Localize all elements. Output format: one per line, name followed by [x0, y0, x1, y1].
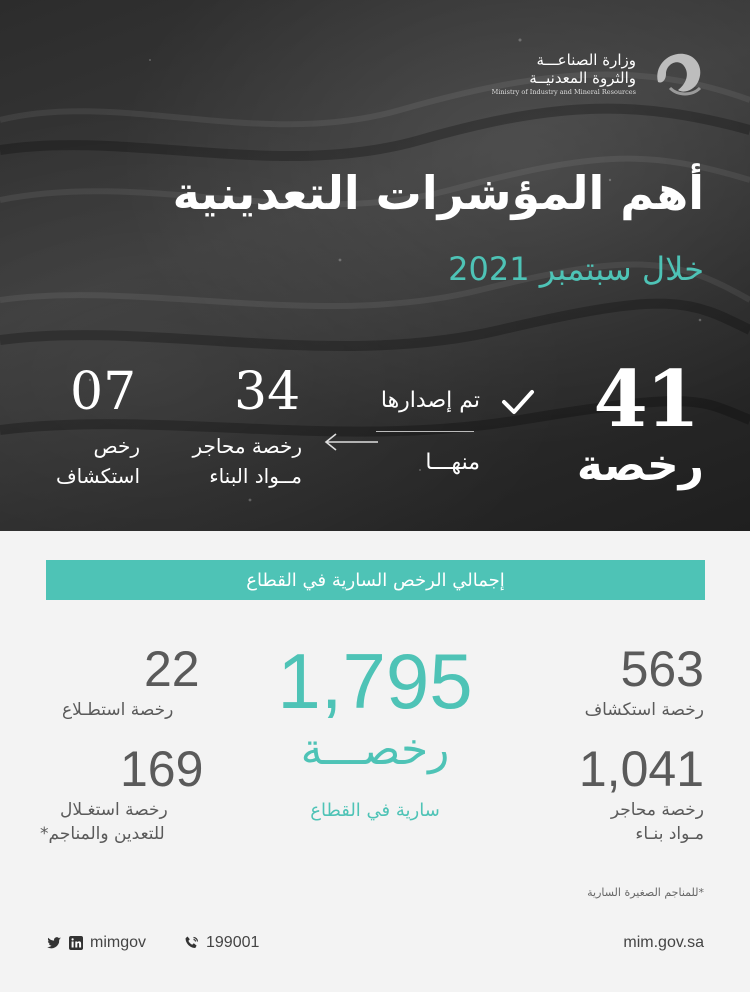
stat-exploitation-label: رخصة استغـلال	[60, 800, 168, 820]
social-handle[interactable]: mimgov	[90, 934, 147, 951]
ministry-name	[492, 51, 636, 97]
phone-contact[interactable]	[184, 934, 259, 952]
sector-banner-text: إجمالي الرخص السارية في القطاع	[246, 569, 505, 591]
phone-number[interactable]: 199001	[206, 934, 260, 951]
total-licenses-subtitle: سارية في القطاع	[310, 800, 440, 821]
phone-icon	[184, 935, 200, 951]
stat-reconnaissance-label: رخصة استطـلاع	[62, 700, 174, 720]
quarry-licenses-label-line2: مــواد البناء	[209, 464, 302, 488]
exploration-licenses-count: 07	[70, 362, 137, 422]
ministry-logo	[492, 44, 708, 104]
linkedin-icon[interactable]	[68, 935, 84, 951]
issued-unit: رخصة	[576, 440, 704, 491]
sector-banner	[46, 560, 705, 600]
page-subtitle: خلال سبتمبر 2021	[448, 250, 704, 288]
total-licenses-count: 1,795	[277, 637, 473, 725]
divider	[376, 431, 474, 432]
stat-exploitation-value: 169	[120, 741, 204, 797]
exploration-licenses-label-line2: استكشاف	[55, 464, 140, 488]
issued-count: 41	[593, 354, 698, 445]
ministry-name-ar-line1: وزارة الصناعـــة	[536, 51, 636, 69]
stat-quarry-label-line2: مـواد بنـاء	[635, 824, 704, 844]
stat-reconnaissance-value: 22	[144, 641, 200, 697]
ministry-name-en: Ministry of Industry and Mineral Resources	[491, 88, 636, 96]
quarry-licenses-label: رخصة محاجر	[192, 434, 302, 458]
website-url[interactable]: mim.gov.sa	[623, 934, 704, 951]
issued-label: تم إصدارها	[380, 388, 480, 413]
stat-exploration-label: رخصة استكشاف	[584, 700, 704, 720]
ministry-name-ar-line2: والثروة المعدنيــة	[529, 69, 636, 87]
stat-quarry-value: 1,041	[578, 741, 704, 797]
social-links[interactable]	[46, 934, 146, 952]
page-title: أهم المؤشرات التعدينية	[172, 166, 704, 220]
ministry-emblem-icon	[648, 44, 708, 104]
of-which-label: منهـــا	[425, 450, 480, 475]
check-icon	[498, 386, 538, 418]
arrow-left-icon	[322, 432, 380, 452]
total-licenses-unit: رخصـــة	[300, 724, 450, 775]
exploration-licenses-label: رخص	[93, 434, 140, 458]
twitter-icon[interactable]	[46, 935, 62, 951]
stat-quarry-label: رخصة محاجر	[610, 800, 704, 820]
quarry-licenses-count: 34	[234, 362, 301, 422]
website-link[interactable]	[623, 934, 704, 952]
footnote: *للمناجم الصغيرة السارية	[587, 886, 704, 899]
stat-exploitation-label-line2: للتعدين والمناجم*	[40, 824, 165, 844]
stat-exploration-value: 563	[620, 641, 704, 697]
